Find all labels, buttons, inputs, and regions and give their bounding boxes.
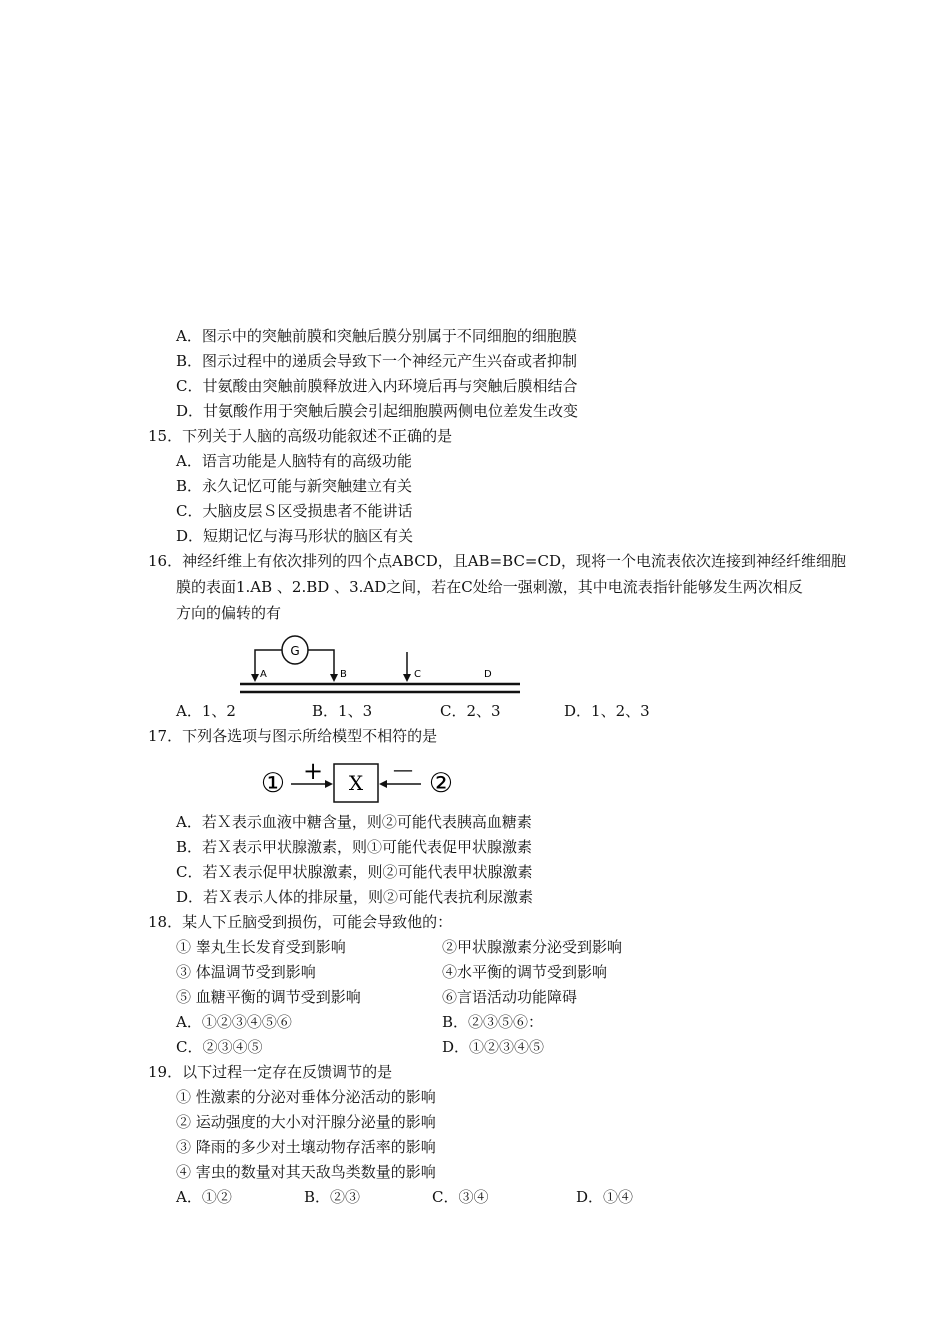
- point-c-label: C: [414, 669, 421, 680]
- q16-stem-line-1: 16．神经纤维上有依次排列的四个点ABCD，且AB=BC=CD，现将一个电流表依次连接到神经纤维细胞: [148, 552, 847, 570]
- q18-item-4: ④水平衡的调节受到影响: [442, 963, 608, 981]
- q18-option-d: D．①②③④⑤: [442, 1038, 545, 1056]
- q19-stem: 19．以下过程一定存在反馈调节的是: [148, 1063, 393, 1081]
- q17-stem: 17．下列各选项与图示所给模型不相符的是: [148, 727, 438, 745]
- plus-sign: +: [302, 757, 324, 785]
- meter-wire-right: [308, 650, 334, 680]
- nerve-fiber-diagram: [230, 630, 530, 700]
- q19-option-d: D．①④: [576, 1188, 634, 1206]
- q16-stem-line-3: 方向的偏转的有: [176, 604, 282, 622]
- point-b-label: B: [340, 669, 347, 680]
- q17-option-b: B．若Ｘ表示甲状腺激素，则①可能代表促甲状腺激素: [176, 838, 533, 856]
- q19-item-4: ④ 害虫的数量对其天敌鸟类数量的影响: [176, 1163, 436, 1181]
- feedback-model-diagram: [255, 752, 465, 810]
- q16-option-c: C．2、3: [440, 702, 501, 720]
- electrode-a-arrow: [251, 674, 259, 682]
- q14-option-d: D．甘氨酸作用于突触后膜会引起细胞膜两侧电位差发生改变: [176, 402, 579, 420]
- stimulus-arrow-icon: [403, 674, 411, 682]
- point-a-label: A: [260, 669, 267, 680]
- q14-option-a: A．图示中的突触前膜和突触后膜分别属于不同细胞的细胞膜: [176, 327, 577, 345]
- input-1-label: ①: [260, 768, 286, 799]
- q16-stem-line-2: 膜的表面1.AB 、2.BD 、3.AD之间，若在C处给一强刺激，其中电流表指针能够发生两次相反: [176, 578, 803, 596]
- q16-option-b: B．1、3: [312, 702, 373, 720]
- q16-option-a: A．1、2: [176, 702, 236, 720]
- q14-option-c: C．甘氨酸由突触前膜释放进入内环境后再与突触后膜相结合: [176, 377, 578, 395]
- q15-option-d: D．短期记忆与海马形状的脑区有关: [176, 527, 414, 545]
- point-d-label: D: [484, 669, 492, 680]
- minus-sign: —: [393, 757, 413, 781]
- q17-option-d: D．若Ｘ表示人体的排尿量，则②可能代表抗利尿激素: [176, 888, 534, 906]
- q15-option-a: A．语言功能是人脑特有的高级功能: [176, 452, 412, 470]
- q18-option-a: A．①②③④⑤⑥: [176, 1013, 292, 1031]
- input-2-label: ②: [428, 768, 454, 799]
- q14-option-b: B．图示过程中的递质会导致下一个神经元产生兴奋或者抑制: [176, 352, 578, 370]
- q17-option-c: C．若Ｘ表示促甲状腺激素，则②可能代表甲状腺激素: [176, 863, 533, 881]
- q19-item-3: ③ 降雨的多少对土壤动物存活率的影响: [176, 1138, 436, 1156]
- electrode-b-arrow: [330, 674, 338, 682]
- q18-item-3: ③ 体温调节受到影响: [176, 963, 316, 981]
- q19-item-1: ① 性激素的分泌对垂体分泌活动的影响: [176, 1088, 436, 1106]
- q18-option-b: B．②③⑤⑥：: [442, 1013, 544, 1031]
- x-box-label: X: [348, 771, 364, 795]
- q18-item-1: ① 睾丸生长发育受到影响: [176, 938, 346, 956]
- arrow-2-head-icon: [379, 780, 387, 788]
- q18-item-5: ⑤ 血糖平衡的调节受到影响: [176, 988, 361, 1006]
- q19-option-a: A．①②: [176, 1188, 232, 1206]
- q18-item-2: ②甲状腺激素分泌受到影响: [442, 938, 623, 956]
- q18-option-c: C．②③④⑤: [176, 1038, 263, 1056]
- q15-stem: 15．下列关于人脑的高级功能叙述不正确的是: [148, 427, 453, 445]
- q19-option-c: C．③④: [432, 1188, 489, 1206]
- q19-option-b: B．②③: [304, 1188, 361, 1206]
- q18-stem: 18．某人下丘脑受到损伤，可能会导致他的：: [148, 913, 453, 931]
- q16-option-d: D．1、2、3: [564, 702, 650, 720]
- arrow-1-head-icon: [325, 780, 333, 788]
- q19-item-2: ② 运动强度的大小对汗腺分泌量的影响: [176, 1113, 436, 1131]
- q17-option-a: A．若Ｘ表示血液中糖含量，则②可能代表胰高血糖素: [176, 813, 532, 831]
- q18-item-6: ⑥言语活动功能障碍: [442, 988, 578, 1006]
- q15-option-c: C．大脑皮层Ｓ区受损患者不能讲话: [176, 502, 413, 520]
- galvanometer-label: G: [290, 644, 300, 658]
- q15-option-b: B．永久记忆可能与新突触建立有关: [176, 477, 413, 495]
